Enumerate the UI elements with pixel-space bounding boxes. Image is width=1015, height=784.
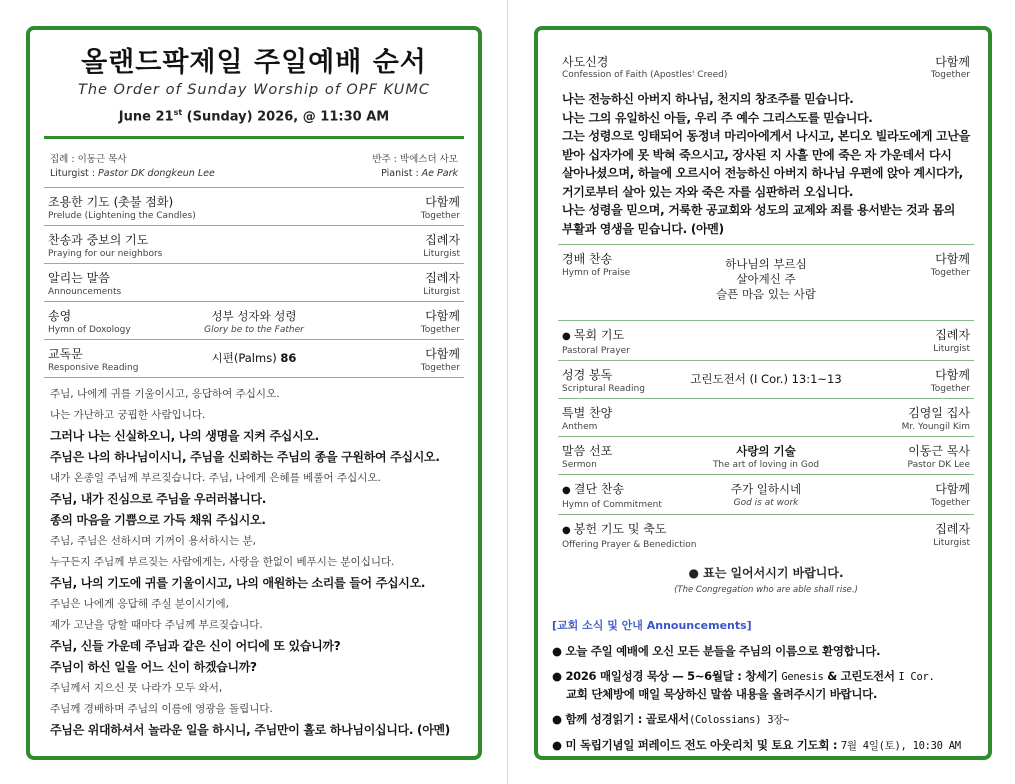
- praise-song: 슬픈 마음 있는 사람: [716, 287, 816, 301]
- date-suffix: st: [173, 108, 183, 117]
- right-order-list: [558, 320, 974, 554]
- order-row-prelude: [44, 187, 464, 225]
- order-title-ko: ● 목회 기도: [562, 327, 630, 345]
- creed-text: [558, 86, 974, 244]
- order-leader-ko: 집례자: [425, 271, 460, 286]
- order-row-hymn-of-praise: [558, 244, 974, 320]
- doxology-hymn-ko: 성부 성자와 성령: [211, 309, 297, 324]
- psalm-number: 86: [280, 351, 297, 366]
- praise-song: 살아계신 주: [736, 272, 796, 286]
- announcement-item: [552, 668, 974, 703]
- announcement-item: [552, 643, 974, 660]
- sermon-title-en: The art of loving in God: [712, 460, 820, 470]
- order-title-ko: ● 결단 찬송: [562, 481, 662, 499]
- order-title-en: Sermon: [562, 460, 597, 470]
- order-title-en: Hymn of Doxology: [48, 325, 131, 336]
- psalm-label: 시편(Palms): [211, 351, 281, 366]
- reading-line: 주님은 위대하셔서 놀라운 일을 하시니, 주님만이 홀로 하나님이십니다. (아멘): [50, 723, 450, 738]
- order-title-en: Hymn of Praise: [562, 268, 631, 278]
- creed-header: [558, 50, 974, 86]
- stand-note-en: (The Congregation who are able shall rise.): [674, 585, 858, 595]
- creed-line: 살아나셨으며, 하늘에 오르시어 전능하신 아버지 하나님 우편에 앉아 계시다가,: [562, 166, 963, 180]
- order-row-pastoral-prayer: [558, 320, 974, 360]
- order-leader-ko: 다함께: [935, 368, 970, 382]
- order-leader-ko: 집례자: [935, 522, 970, 536]
- reading-line: 누구든지 주님께 부르짖는 사람에게는, 사랑을 한없이 베푸시는 분이십니다.: [50, 556, 395, 569]
- reading-line: 주님께서 지으신 뭇 나라가 모두 와서,: [50, 682, 223, 695]
- order-leader-ko: 이동근 목사: [908, 444, 970, 458]
- reading-line: 주님, 내가 진심으로 주님을 우러러봅니다.: [50, 492, 266, 507]
- doxology-hymn-en: Glory be to the Father: [204, 325, 304, 336]
- right-panel: [534, 26, 992, 760]
- order-title-ko: ● 봉헌 기도 및 축도: [562, 521, 696, 539]
- order-row-benediction: [558, 514, 974, 554]
- order-leader-ko: 집례자: [425, 233, 460, 248]
- order-title-ko: 경배 찬송: [562, 252, 613, 266]
- reading-line: 주님, 신들 가운데 주님과 같은 신이 어디에 또 있습니까?: [50, 639, 341, 654]
- reading-line: 주님은 나의 하나님이시니, 주님을 신뢰하는 주님의 종을 구원하여 주십시오.: [50, 450, 440, 465]
- liturgist-en: [50, 167, 215, 181]
- order-title-ko: 말씀 선포: [562, 444, 613, 458]
- title-english: The Order of Sunday Worship of OPF KUMC: [77, 82, 431, 98]
- order-title-en: Anthem: [562, 422, 598, 432]
- date-rest: (Sunday) 2026, @ 11:30 AM: [182, 109, 390, 125]
- pianist-label: Pianist :: [381, 168, 422, 180]
- creed-line: 그는 성령으로 잉태되어 동정녀 마리아에게서 나시고, 본디오 빌라도에게 고난을: [562, 129, 970, 143]
- reading-line: 주님이 하신 일을 어느 신이 하겠습니까?: [50, 660, 257, 675]
- page-fold-divider: [507, 0, 508, 784]
- creed-line: 나는 성령을 믿으며, 거룩한 공교회와 성도의 교제와 죄를 용서받는 것과 몸의: [562, 203, 956, 217]
- order-title-ko: 성경 봉독: [562, 368, 613, 382]
- order-title-ko: 특별 찬양: [562, 406, 613, 420]
- reading-line: 그러나 나는 신실하오니, 나의 생명을 지켜 주십시오.: [50, 429, 319, 444]
- order-title-en: Praying for our neighbors: [48, 249, 163, 260]
- announcement-text: 2026 매일성경 묵상 — 5~6월달 : 창세기: [565, 669, 782, 683]
- creed-line: 부활과 영생을 믿습니다. (아멘): [562, 221, 724, 236]
- announcement-text: & 고린도전서: [823, 669, 899, 683]
- order-leader-ko: 다함께: [425, 195, 460, 210]
- order-leader-ko: 다함께: [935, 252, 970, 266]
- order-row-anthem: [558, 398, 974, 436]
- header-rule: [44, 136, 464, 139]
- announcement-text: 함께 성경읽기 : 골로새서: [565, 712, 689, 726]
- pianist-info: [372, 153, 458, 181]
- order-row-commitment: [558, 474, 974, 514]
- order-leader-en: Together: [930, 498, 970, 508]
- order-title-en: Hymn of Commitment: [562, 500, 662, 510]
- order-title-ko: 찬송과 중보의 기도: [48, 233, 149, 248]
- liturgist-name: Pastor DK dongkeun Lee: [98, 168, 215, 180]
- order-row-sermon: [558, 436, 974, 474]
- order-title-en: Pastoral Prayer: [562, 346, 630, 356]
- stand-note: [558, 564, 974, 595]
- stand-note-ko: ● 표는 일어서시기 바랍니다.: [688, 566, 844, 580]
- praise-song: 하나님의 부르심: [725, 257, 807, 271]
- order-leader-ko: 다함께: [425, 309, 460, 324]
- liturgist-info: [50, 153, 215, 181]
- order-leader-en: Mr. Youngil Kim: [901, 422, 970, 432]
- creed-line: 나는 전능하신 아버지 하나님, 천지의 창조주를 믿습니다.: [562, 92, 854, 106]
- creed-title-en: Confession of Faith (Apostles' Creed): [562, 70, 728, 80]
- announcement-text: 교회 단체방에 매일 묵상하신 말씀 내용을 올려주시기 바랍니다.: [566, 687, 878, 701]
- reading-line: 내가 온종일 주님께 부르짖습니다. 주님, 나에게 은혜를 베풀어 주십시오.: [50, 472, 381, 485]
- order-title-en: Scriptural Reading: [562, 384, 645, 394]
- reading-line: 주님, 주님은 선하시며 기꺼이 용서하시는 분,: [50, 535, 256, 548]
- responsive-reading-text: [44, 377, 464, 741]
- order-leader-en: Together: [930, 268, 970, 278]
- creed-leader-en: Together: [930, 70, 970, 80]
- liturgist-ko: 집례 : 이동근 목사: [50, 154, 127, 166]
- pianist-ko: 반주 : 박에스더 사모: [372, 154, 458, 166]
- commitment-hymn-en: God is at work: [733, 498, 799, 508]
- order-leader-ko: 집례자: [935, 328, 970, 342]
- creed-line: 나는 그의 유일하신 아들, 우리 주 예수 그리스도를 믿습니다.: [562, 110, 873, 125]
- order-row-doxology: [44, 301, 464, 339]
- order-row-responsive-reading: [44, 339, 464, 377]
- order-row-intercession: [44, 225, 464, 263]
- order-title-ko: 송영: [48, 309, 72, 324]
- left-order-list: [44, 187, 464, 377]
- ministers-info: [50, 153, 458, 181]
- commitment-hymn-ko: 주가 일하시네: [730, 482, 802, 496]
- order-leader-en: Liturgist: [933, 344, 970, 354]
- creed-title-ko: 사도신경: [562, 55, 609, 69]
- service-date: [44, 108, 464, 124]
- announcement-mono: Genesis: [781, 671, 824, 683]
- order-leader-ko: 다함께: [935, 482, 970, 496]
- announcement-item: [552, 737, 974, 755]
- order-leader-ko: 다함께: [425, 347, 460, 362]
- announcements-list: [558, 643, 974, 755]
- pianist-en: [372, 167, 458, 181]
- reading-line: 제가 고난을 당할 때마다 주님께 부르짖습니다.: [50, 619, 263, 632]
- title-korean: 올랜드팍제일 주일예배 순서: [81, 47, 427, 78]
- order-leader-en: Together: [420, 363, 460, 374]
- creed-line: 거기로부터 살아 있는 자와 죽은 자를 심판하러 오십니다.: [562, 184, 854, 199]
- order-title-en: Offering Prayer & Benediction: [562, 540, 697, 550]
- announcements-title: [교회 소식 및 안내 Announcements]: [552, 619, 752, 632]
- announcement-mono: 7월 4일(토), 10:30 AM: [840, 740, 961, 752]
- announcement-mono: (Colossians) 3장~: [688, 714, 790, 726]
- order-row-announcements: [44, 263, 464, 301]
- creed-leader-ko: 다함께: [935, 55, 970, 69]
- order-title-ko: 알리는 말씀: [48, 271, 110, 286]
- order-leader-en: Liturgist: [933, 538, 970, 548]
- announcement-text: 미 독립기념일 퍼레이드 전도 아웃리치 및 토요 기도회 :: [565, 738, 841, 752]
- left-panel: [26, 26, 482, 760]
- order-title-ko: 교독문: [48, 347, 83, 362]
- reading-line: 주님, 나의 기도에 귀를 기울이시고, 나의 애원하는 소리를 들어 주십시오.: [50, 576, 426, 591]
- reading-line: 주님께 경배하며 주님의 이름에 영광을 돌립니다.: [50, 703, 273, 716]
- order-title-en: Announcements: [48, 287, 122, 298]
- scripture-reference: 고린도전서 (I Cor.) 13:1~13: [690, 372, 842, 386]
- order-leader-en: Liturgist: [423, 287, 460, 298]
- announcement-item: [552, 711, 974, 729]
- date-day: June 21: [118, 109, 174, 125]
- order-title-en: Prelude (Lightening the Candles): [48, 211, 196, 222]
- order-leader-ko: 김영일 집사: [908, 406, 970, 420]
- order-title-ko: 조용한 기도 (촛불 점화): [48, 195, 174, 210]
- order-leader-en: Together: [930, 384, 970, 394]
- pianist-name: Ae Park: [421, 168, 458, 180]
- order-row-scripture: [558, 360, 974, 398]
- announcement-mono: I Cor.: [898, 671, 935, 683]
- announcement-text: 오늘 주일 예배에 오신 모든 분들을 주님의 이름으로 환영합니다.: [565, 644, 881, 658]
- reading-line: 나는 가난하고 궁핍한 사람입니다.: [50, 409, 206, 422]
- reading-line: 종의 마음을 기쁨으로 가득 채워 주십시오.: [50, 513, 266, 528]
- order-leader-en: Together: [420, 211, 460, 222]
- order-leader-en: Together: [420, 325, 460, 336]
- order-title-en: Responsive Reading: [48, 363, 139, 374]
- creed-line: 받아 십자가에 못 박혀 죽으시고, 장사된 지 사흘 만에 죽은 자 가운데서 다시: [562, 147, 952, 162]
- order-leader-en: Liturgist: [423, 249, 460, 260]
- reading-line: 주님은 나에게 응답해 주실 분이시기에,: [50, 598, 229, 611]
- liturgist-label: Liturgist :: [50, 168, 99, 180]
- order-leader-en: Pastor DK Lee: [907, 460, 970, 470]
- reading-line: 주님, 나에게 귀를 기울이시고, 응답하여 주십시오.: [50, 388, 280, 401]
- sermon-title-ko: 사랑의 기술: [736, 444, 796, 458]
